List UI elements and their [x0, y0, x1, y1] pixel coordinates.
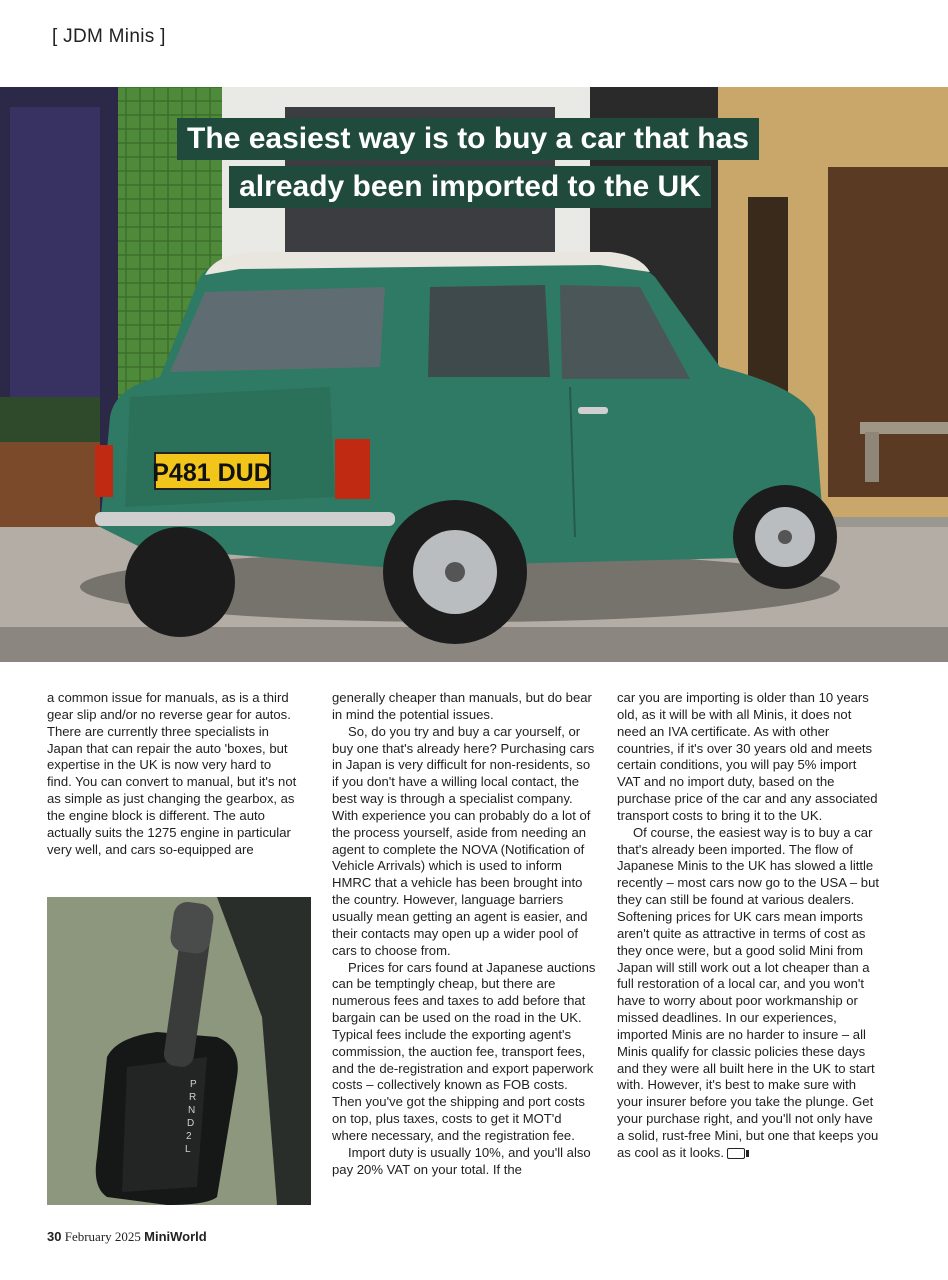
- magazine-name: MiniWorld: [144, 1229, 207, 1244]
- end-mark-icon: [727, 1148, 745, 1159]
- gear-letter-d: D: [187, 1118, 195, 1129]
- paragraph: Of course, the easiest way is to buy a car that's already been imported. The flow of Japanese Minis to the UK has slowed a little recently – most cars now go to the USA – but they can still be found at various dealers. Softening prices for UK cars mean imports aren't quite as attractive in terms of cost as they once were, but a good solid Mini from Japan will still work out a lot cheaper than a full restoration of a local car, and you won't have to worry about poor workmanship or missed deadlines. In our experiences, imported Minis are no harder to insure – all Minis qualify for classic policies these days and they were all built here in the UK to start with. However, it's best to make sure with your insurer before you take the plunge. Get your purchase right, and you'll not only have a solid, rust-free Mini, but one that keeps you as cool as it looks.: [617, 824, 880, 1160]
- pull-quote-line-1: The easiest way is to buy a car that has: [0, 118, 942, 160]
- gear-letter-l: L: [185, 1144, 191, 1155]
- gear-selector-photo: [47, 897, 311, 1205]
- page-number: 30: [47, 1229, 62, 1244]
- section-tag: [ JDM Minis ]: [52, 26, 166, 47]
- pull-quote-line-2: already been imported to the UK: [0, 166, 944, 208]
- gear-letter-n: N: [188, 1105, 196, 1116]
- paragraph: generally cheaper than manuals, but do bear in mind the potential issues.: [332, 690, 592, 722]
- article-column-2: [332, 690, 600, 1178]
- paragraph: Prices for cars found at Japanese auctions can be temptingly cheap, but there are numerous fees and taxes to add before that bargain can be used on the road in the UK. Typical fees include the exporting agent's commission, the auction fee, transport fees, and the de-registration and export paperwork costs – collectively known as FOB costs. Then you've got the shipping and port costs on top, plus taxes, costs to get it MOT'd where necessary, and the registration fee.: [332, 959, 596, 1143]
- gear-letter-r: R: [189, 1092, 197, 1103]
- issue-date: February 2025: [64, 1229, 141, 1244]
- page-footer: [47, 1229, 207, 1245]
- article-column-1: [47, 690, 299, 858]
- paragraph: a common issue for manuals, as is a third gear slip and/or no reverse gear for autos. There are currently three specialists in Japan that can repair the auto 'boxes, but expertise in the UK is now very hard to find. You can convert to manual, but it's not as simple as just changing the gearbox, as the engine block is different. The auto actually suits the 1275 engine in particular very well, and cars so-equipped are: [47, 690, 297, 857]
- gear-letter-2: 2: [186, 1131, 192, 1142]
- plate-text: P481 DUD: [152, 459, 272, 487]
- paragraph: So, do you try and buy a car yourself, or buy one that's already here? Purchasing cars in Japan is very difficult for non-residents, so if you don't have a willing local contact, the best way is through a specialist company. With experience you can probably do a lot of the process yourself, aside from needing an agent to complete the NOVA (Notification of Vehicle Arrivals) which is used to inform HMRC that a vehicle has been brought into the country. However, language barriers usually mean getting an agent is easier, and their contacts may open up a wider pool of cars to choose from.: [332, 723, 595, 958]
- paragraph: car you are importing is older than 10 years old, as it will be with all Minis, it does not need an IVA certificate. As with other countries, if it's over 30 years old and meets certain conditions, you will pay 5% import VAT and no import duty, based on the purchase price of the car and any associated transport costs to bring it to the UK.: [617, 690, 878, 823]
- article-column-3: [617, 690, 879, 1162]
- gear-letter-p: P: [190, 1079, 197, 1090]
- paragraph: Import duty is usually 10%, and you'll also pay 20% VAT on your total. If the: [332, 1144, 591, 1177]
